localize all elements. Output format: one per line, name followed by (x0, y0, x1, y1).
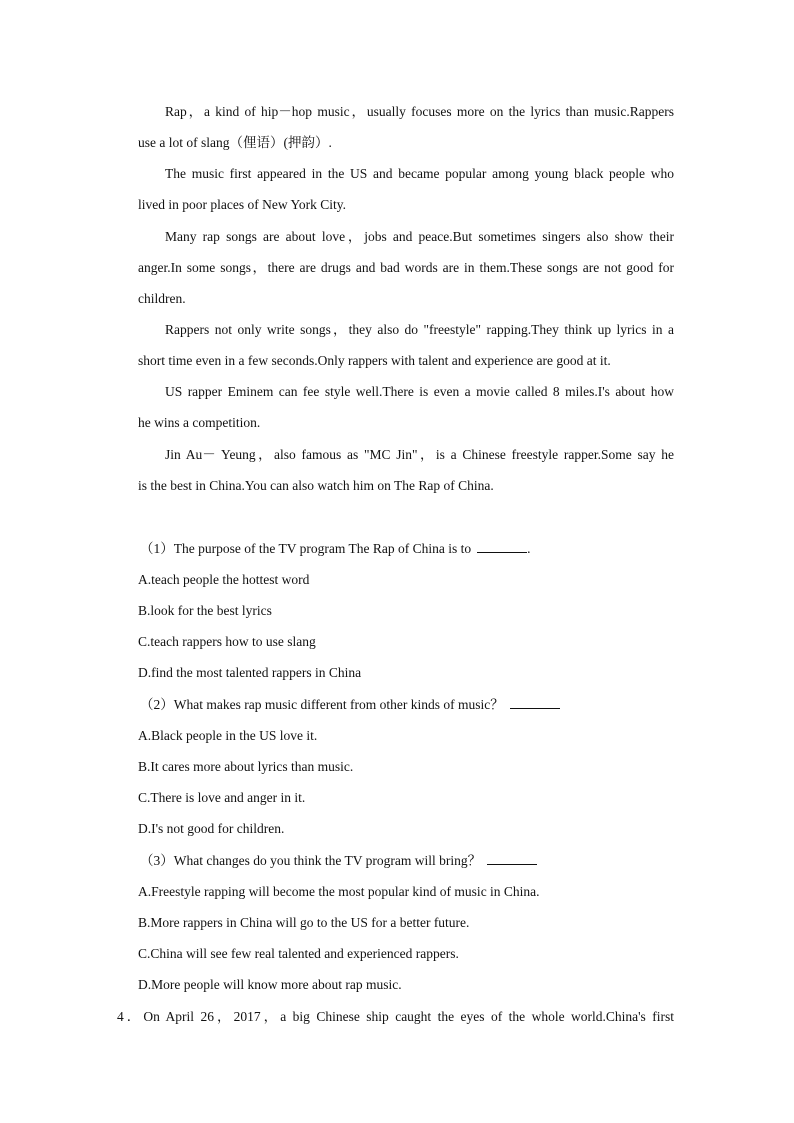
passage-p6-line1: Jin Au－ Yeung，also famous as "MC Jin"，is a Chinese freestyle rapper.Some say he (165, 447, 674, 462)
question-3-stem (140, 852, 537, 870)
passage-p1-line1: Rap，a kind of hip－hop music，usually focuses more on the lyrics than music.Rappers (165, 104, 674, 119)
passage-p3-line1: Many rap songs are about love，jobs and peace.But sometimes singers also show their (165, 229, 674, 244)
question-2-stem (140, 696, 560, 714)
question-1-stem (140, 540, 530, 558)
question-3-answer-blank[interactable] (487, 852, 537, 865)
passage-p5-line2: he wins a competition. (138, 415, 261, 430)
passage-p2-line1: The music first appeared in the US and became popular among young black people who (165, 166, 674, 181)
question-1-tail: . (527, 541, 531, 556)
passage-p6-line2: is the best in China.You can also watch him on The Rap of China. (138, 478, 494, 493)
question-3-option-d: D.More people will know more about rap music. (138, 977, 402, 992)
question-1-option-a: A.teach people the hottest word (138, 572, 310, 587)
passage-p2-line2: lived in poor places of New York City. (138, 197, 346, 212)
question-1-option-d: D.find the most talented rappers in China (138, 665, 362, 680)
question-1-answer-blank[interactable] (477, 540, 527, 553)
question-2-option-b: B.It cares more about lyrics than music. (138, 759, 354, 774)
question-3-option-b: B.More rappers in China will go to the US for a better future. (138, 915, 470, 930)
passage-p4-line1: Rappers not only write songs，they also do "freestyle" rapping.They think up lyrics in a (165, 322, 674, 337)
question-2-option-d: D.I's not good for children. (138, 821, 285, 836)
passage-p3-line3: children. (138, 291, 186, 306)
passage-p5-line1: US rapper Eminem can fee style well.There is even a movie called 8 miles.I's about how (165, 384, 674, 399)
question-2-text: （2）What makes rap music different from other kinds of music？ (140, 697, 504, 712)
question-1-text: （1）The purpose of the TV program The Rap of China is to (140, 541, 472, 556)
question-3-option-c: C.China will see few real talented and experienced rappers. (138, 946, 459, 961)
item-4-first-line: 4．On April 26，2017，a big Chinese ship caught the eyes of the whole world.China's first (117, 1009, 674, 1024)
question-3-option-a: A.Freestyle rapping will become the most popular kind of music in China. (138, 884, 540, 899)
question-3-text: （3）What changes do you think the TV program will bring？ (140, 853, 482, 868)
question-1-option-c: C.teach rappers how to use slang (138, 634, 316, 649)
passage-p4-line2: short time even in a few seconds.Only rappers with talent and experience are good at it. (138, 353, 611, 368)
passage-p3-line2: anger.In some songs，there are drugs and bad words are in them.These songs are not good for (138, 260, 674, 275)
question-2-option-a: A.Black people in the US love it. (138, 728, 318, 743)
passage-p1-line2: use a lot of slang（俚语）(押韵）. (138, 135, 332, 150)
question-2-option-c: C.There is love and anger in it. (138, 790, 306, 805)
question-1-option-b: B.look for the best lyrics (138, 603, 272, 618)
question-2-answer-blank[interactable] (510, 696, 560, 709)
